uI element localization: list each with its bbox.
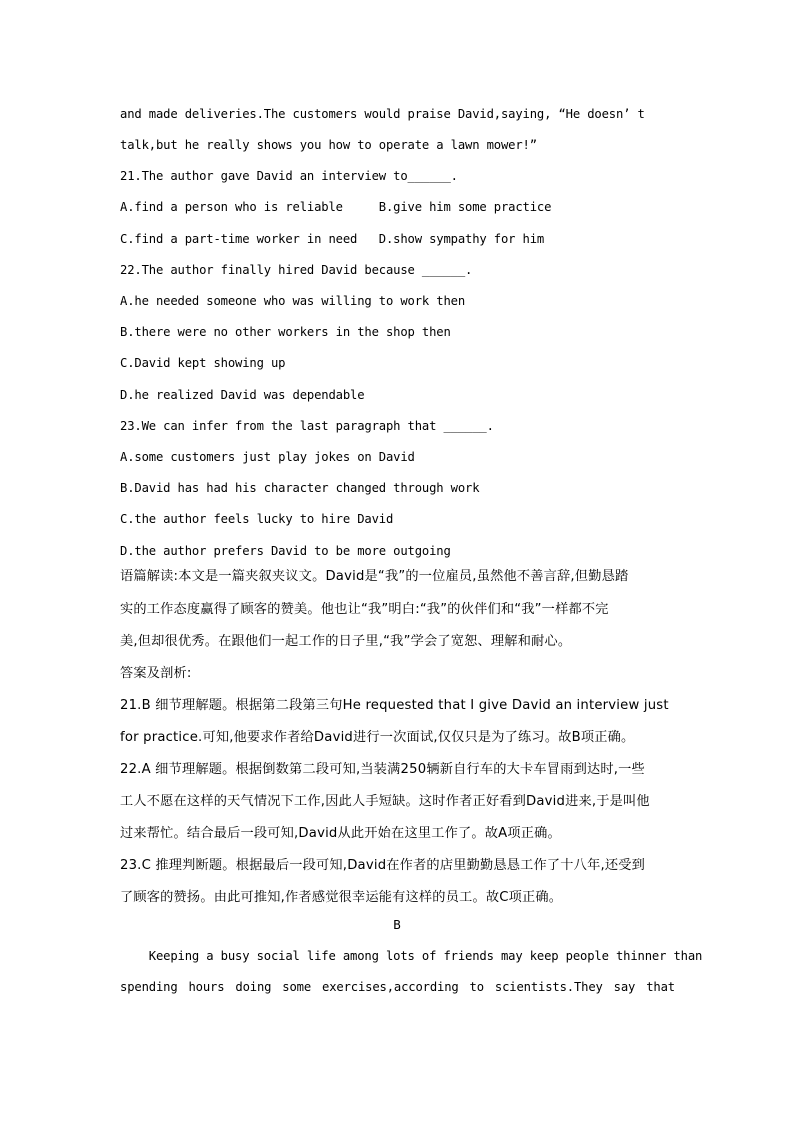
question-22-option-c: C.David kept showing up bbox=[120, 356, 286, 370]
answer-23-line: 23.C 推理判断题。根据最后一段可知,David在作者的店里勤勤恳恳工作了十八年,还受到 bbox=[120, 858, 646, 873]
answer-23-line: 了顾客的赞扬。由此可推知,作者感觉很幸运能有这样的员工。故C项正确。 bbox=[120, 890, 563, 905]
question-22-option-d: D.he realized David was dependable bbox=[120, 388, 365, 402]
question-22-stem: 22.The author finally hired David because ______. bbox=[120, 263, 473, 277]
question-23-option-a: A.some customers just play jokes on David bbox=[120, 450, 415, 464]
question-21-stem: 21.The author gave David an interview to______. bbox=[120, 169, 458, 183]
passage-b-justified-line bbox=[120, 979, 675, 995]
question-23-option-d: D.the author prefers David to be more outgoing bbox=[120, 544, 451, 558]
question-23-option-c: C.the author feels lucky to hire David bbox=[120, 512, 394, 526]
analysis-line: 语篇解读:本文是一篇夹叙夹议文。David是“我”的一位雇员,虽然他不善言辞,但勤恳踏 bbox=[120, 569, 629, 584]
answer-22-line: 工人不愿在这样的天气情况下工作,因此人手短缺。这时作者正好看到David进来,于是叫他 bbox=[120, 794, 650, 809]
passage-line: talk,but he really shows you how to operate a lawn mower!” bbox=[120, 138, 537, 152]
question-23-option-b: B.David has had his character changed through work bbox=[120, 481, 480, 495]
word: to bbox=[469, 980, 484, 994]
word: scientists.They bbox=[494, 980, 603, 994]
word: some bbox=[282, 980, 312, 994]
answers-heading: 答案及剖析: bbox=[120, 666, 192, 681]
question-22-option-a: A.he needed someone who was willing to work then bbox=[120, 294, 465, 308]
word: exercises,according bbox=[322, 980, 459, 994]
answer-22-line: 22.A 细节理解题。根据倒数第二段可知,当装满250辆新自行车的大卡车冒雨到达时,一些 bbox=[120, 762, 645, 777]
analysis-line: 实的工作态度赢得了顾客的赞美。他也让“我”明白:“我”的伙伴们和“我”一样都不完 bbox=[120, 602, 609, 617]
question-22-option-b: B.there were no other workers in the shop then bbox=[120, 325, 451, 339]
word: that bbox=[646, 980, 675, 994]
word: spending bbox=[120, 980, 178, 994]
analysis-line: 美,但却很优秀。在跟他们一起工作的日子里,“我”学会了宽恕、理解和耐心。 bbox=[120, 634, 572, 649]
answer-22-line: 过来帮忙。结合最后一段可知,David从此开始在这里工作了。故A项正确。 bbox=[120, 826, 561, 841]
word: say bbox=[613, 980, 636, 994]
answer-21-line: 21.B 细节理解题。根据第二段第三句He requested that I give David an interview just bbox=[120, 698, 669, 713]
question-21-options-cd: C.find a part-time worker in need D.show sympathy for him bbox=[120, 232, 545, 246]
question-23-stem: 23.We can infer from the last paragraph that ______. bbox=[120, 419, 494, 433]
word: hours bbox=[188, 980, 225, 994]
question-21-options-ab: A.find a person who is reliable B.give him some practice bbox=[120, 200, 552, 214]
section-heading-b: B bbox=[393, 917, 401, 932]
passage-line: and made deliveries.The customers would praise David,saying, “He doesn’ t bbox=[120, 107, 645, 121]
word: doing bbox=[235, 980, 272, 994]
answer-21-line: for practice.可知,他要求作者给David进行一次面试,仅仅只是为了练习。故B项正确。 bbox=[120, 730, 635, 745]
passage-b-line: Keeping a busy social life among lots of friends may keep people thinner than bbox=[120, 949, 703, 963]
